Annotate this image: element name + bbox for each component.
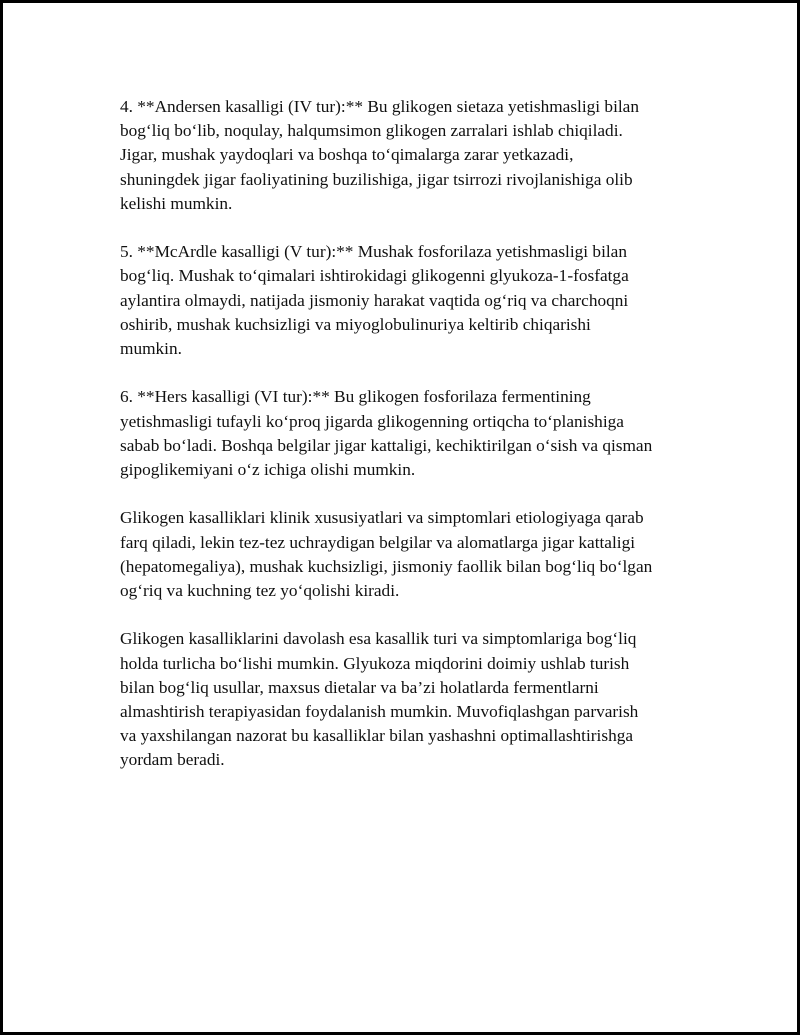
paragraph-mcardle: 5. **McArdle kasalligi (V tur):** Mushak fosforilaza yetishmasligi bilan bog‘liq. Mushak to‘qimalari ishtirokidagi glikogenni glyukoza-1-fosfatga aylantira olmaydi, natijada jismoniy harakat vaqtida og‘riq va charchoqni oshirib, mushak kuchsizligi va miyoglobulinuriya keltirib chiqarishi mumkin.: [120, 242, 629, 359]
paragraph-andersen: 4. **Andersen kasalligi (IV tur):** Bu glikogen sietaza yetishmasligi bilan bog‘liq bo‘lib, noqulay, halqumsimon glikogen zarralari ishlab chiqiladi. Jigar, mushak yaydoqlari va boshqa to‘qimalarga zarar yetkazadi, shuningdek jigar faoliyatining buzilishiga, jigar tsirrozi rivojlanishiga olib kelishi mumkin.: [120, 97, 639, 213]
paragraph-hers: 6. **Hers kasalligi (VI tur):** Bu glikogen fosforilaza fermentining yetishmasligi tufayli ko‘proq jigarda glikogenning ortiqcha to‘planishiga sabab bo‘ladi. Boshqa belgilar jigar kattaligi, kechiktirilgan o‘sish va qisman gipoglikemiyani o‘z ichiga olishi mumkin.: [120, 387, 653, 480]
paragraph-treatment: Glikogen kasalliklarini davolash esa kasallik turi va simptomlariga bog‘liq holda turlicha bo‘lishi mumkin. Glyukoza miqdorini doimiy ushlab turish bilan bog‘liq usullar, maxsus dietalar va ba’zi holatlarda fermentlarni almashtirish terapiyasidan foydalanish mumkin. Muvofiqlashgan parvarish va yaxshilangan nazorat bu kasalliklar bilan yashashni optimallashtirishga yordam beradi.: [120, 629, 639, 770]
document-body: [120, 95, 700, 797]
paragraph-clinical-features: Glikogen kasalliklari klinik xususiyatlari va simptomlari etiologiyaga qarab farq qiladi, lekin tez-tez uchraydigan belgilar va alomatlarga jigar kattaligi (hepatomegaliya), mushak kuchsizligi, jismoniy faollik bilan bog‘liq bo‘lgan og‘riq va kuchning tez yo‘qolishi kiradi.: [120, 508, 653, 601]
